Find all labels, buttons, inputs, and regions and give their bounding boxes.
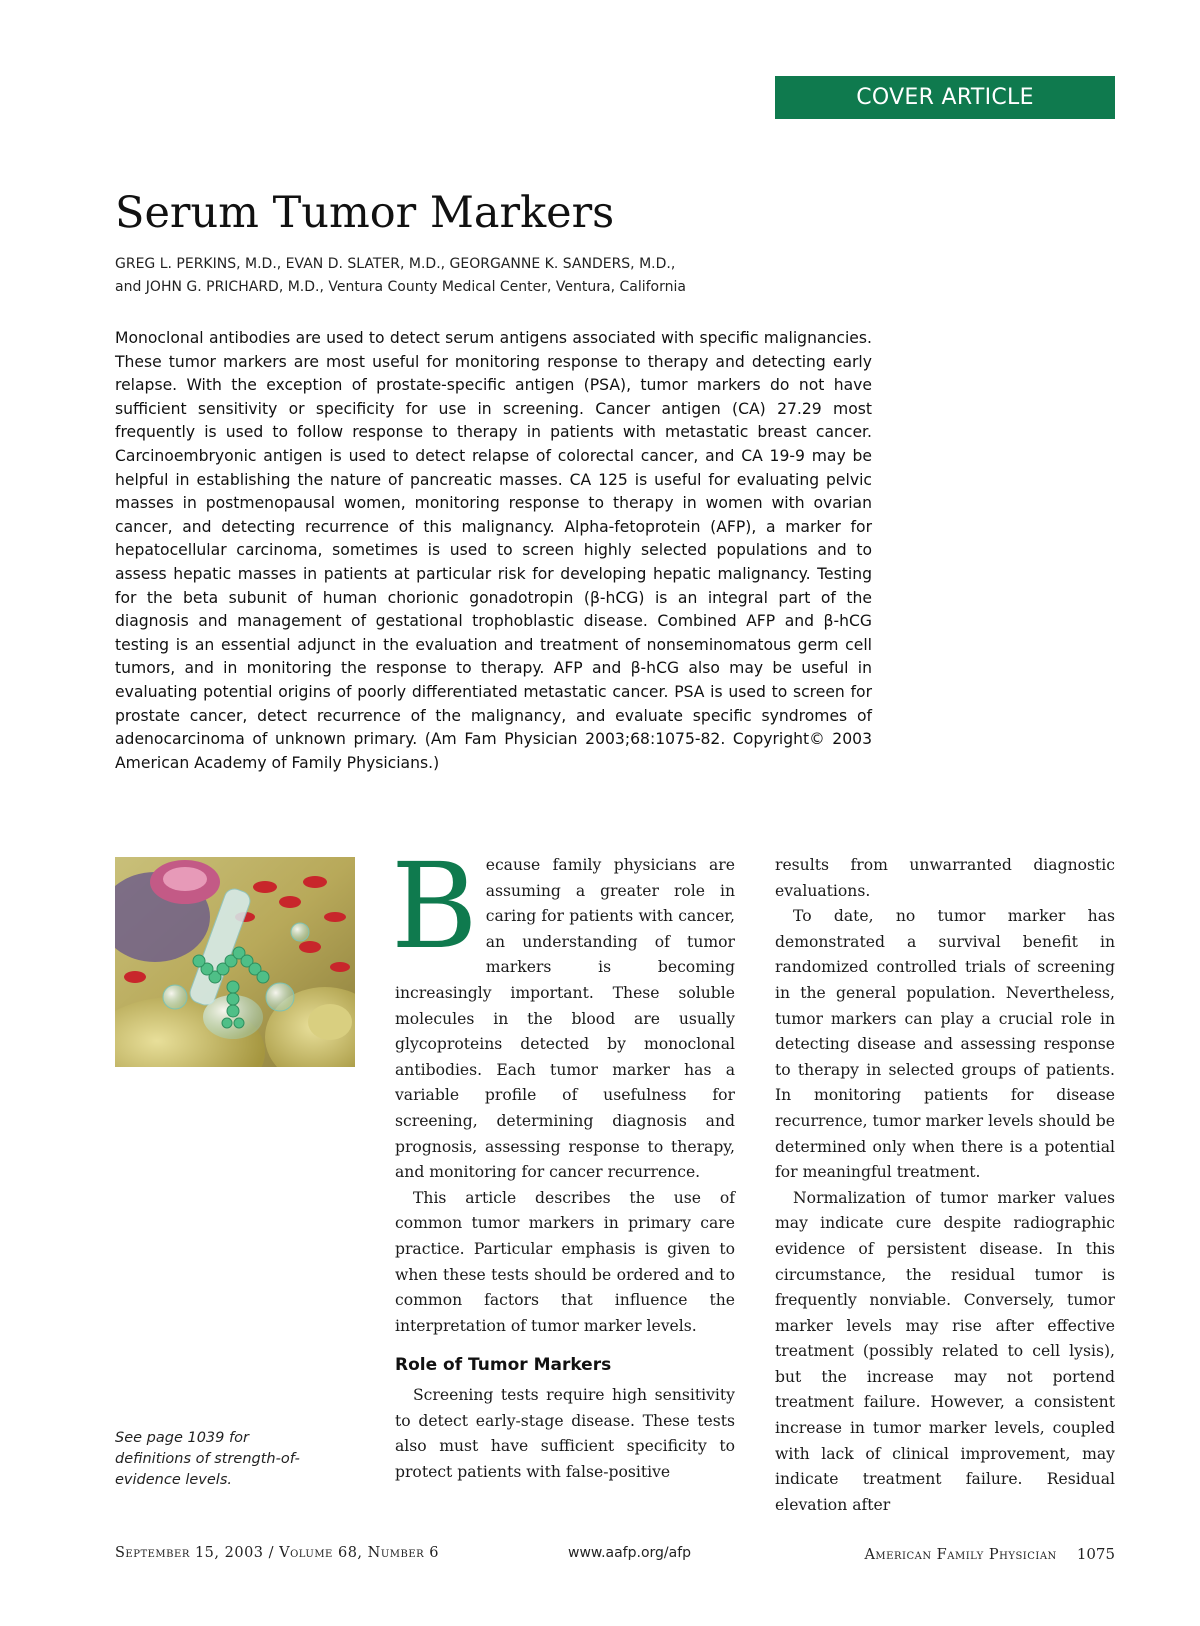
footer-issue: September 15, 2003 / Volume 68, Number 6 bbox=[115, 1545, 440, 1561]
body-column-right bbox=[775, 853, 1115, 1518]
footer-journal: American Family Physician bbox=[864, 1547, 1057, 1563]
author-line-2: and JOHN G. PRICHARD, M.D., Ventura County Medical Center, Ventura, California bbox=[115, 279, 686, 295]
tumor-marker-illustration bbox=[115, 857, 355, 1067]
body-paragraph: results from unwarranted diagnostic evaluations. bbox=[775, 856, 1115, 900]
footer-url: www.aafp.org/afp bbox=[568, 1545, 692, 1561]
body-paragraph: Screening tests require high sensitivity to detect early-stage disease. These tests also must have sufficient specificity to protect patients with false-positive bbox=[395, 1386, 735, 1482]
section-badge: COVER ARTICLE bbox=[775, 76, 1115, 119]
section-heading: Role of Tumor Markers bbox=[395, 1355, 612, 1376]
drop-cap: B bbox=[391, 837, 478, 975]
intro-paragraph bbox=[391, 837, 735, 1186]
body-paragraph: Normalization of tumor marker values may indicate cure despite radiographic evidence of persistent disease. In this circumstance, the residual tumor is frequently nonviable. Conversely, tumor marker levels may rise after effective treatment (possibly related to cell lysis), but the increase may not portend treatment failure. However, a consistent increase in tumor marker levels, coupled with lack of clinical improvement, may indicate treatment failure. Residual elevation after bbox=[775, 1188, 1115, 1514]
page-footer bbox=[115, 1545, 1115, 1569]
author-line-1: GREG L. PERKINS, M.D., EVAN D. SLATER, M.D., GEORGANNE K. SANDERS, M.D., bbox=[115, 256, 676, 272]
antibody-illustration-graphic bbox=[115, 857, 355, 1067]
intro-paragraph-text: ecause family physicians are assuming a greater role in caring for patients with cancer, an understanding of tumor markers is becoming increasingly important. These soluble molecules in the blood are usually glycoproteins detected by monoclonal antibodies. Each tumor marker has a variable profile of usefulness for screening, determining diagnosis and prognosis, assessing response to therapy, and monitoring for cancer recurrence. bbox=[395, 856, 735, 1182]
strength-of-evidence-note: See page 1039 for definitions of strength-of-evidence levels. bbox=[115, 1430, 300, 1488]
body-column-middle bbox=[391, 837, 735, 1486]
abstract: Monoclonal antibodies are used to detect serum antigens associated with specific malignancies. These tumor markers are most useful for monitoring response to therapy and detecting early relapse. With the exception of prostate-specific antigen (PSA), tumor markers do not have sufficient sensitivity or specificity for use in screening. Cancer antigen (CA) 27.29 most frequently is used to follow response to therapy in patients with metastatic breast cancer. Carcinoembryonic antigen is used to detect relapse of colorectal cancer, and CA 19-9 may be helpful in establishing the nature of pancreatic masses. CA 125 is useful for evaluating pelvic masses in postmenopausal women, monitoring response to therapy in women with ovarian cancer, and detecting recurrence of this malignancy. Alpha-fetoprotein (AFP), a marker for hepatocellular carcinoma, sometimes is used to screen highly selected populations and to assess hepatic masses in patients at particular risk for developing hepatic malignancy. Testing for the beta subunit of human chorionic gonadotropin (β-hCG) is an integral part of the diagnosis and management of gestational trophoblastic disease. Combined AFP and β-hCG testing is an essential adjunct in the evaluation and treatment of nonseminomatous germ cell tumors, and in monitoring the response to therapy. AFP and β-hCG also may be useful in evaluating potential origins of poorly differentiated metastatic cancer. PSA is used to screen for prostate cancer, detect recurrence of the malignancy, and evaluate specific syndromes of adenocarcinoma of unknown primary. (Am Fam Physician 2003;68:1075-82. Copyright© 2003 American Academy of Family Physicians.) bbox=[115, 329, 872, 772]
article-title: Serum Tumor Markers bbox=[115, 188, 615, 238]
author-byline bbox=[115, 253, 1015, 299]
body-paragraph: To date, no tumor marker has demonstrated a survival benefit in randomized controlled trials of screening in the general population. Nevertheless, tumor markers can play a crucial role in detecting disease and assessing response to therapy in selected groups of patients. In monitoring patients for disease recurrence, tumor marker levels should be determined only when there is a potential for meaningful treatment. bbox=[775, 907, 1115, 1182]
body-paragraph: This article describes the use of common tumor markers in primary care practice. Particular emphasis is given to when these tests should be ordered and to common factors that influence the interpretation of tumor marker levels. bbox=[395, 1188, 735, 1335]
footer-journal-block bbox=[864, 1545, 1115, 1563]
page-number: 1075 bbox=[1076, 1545, 1115, 1563]
